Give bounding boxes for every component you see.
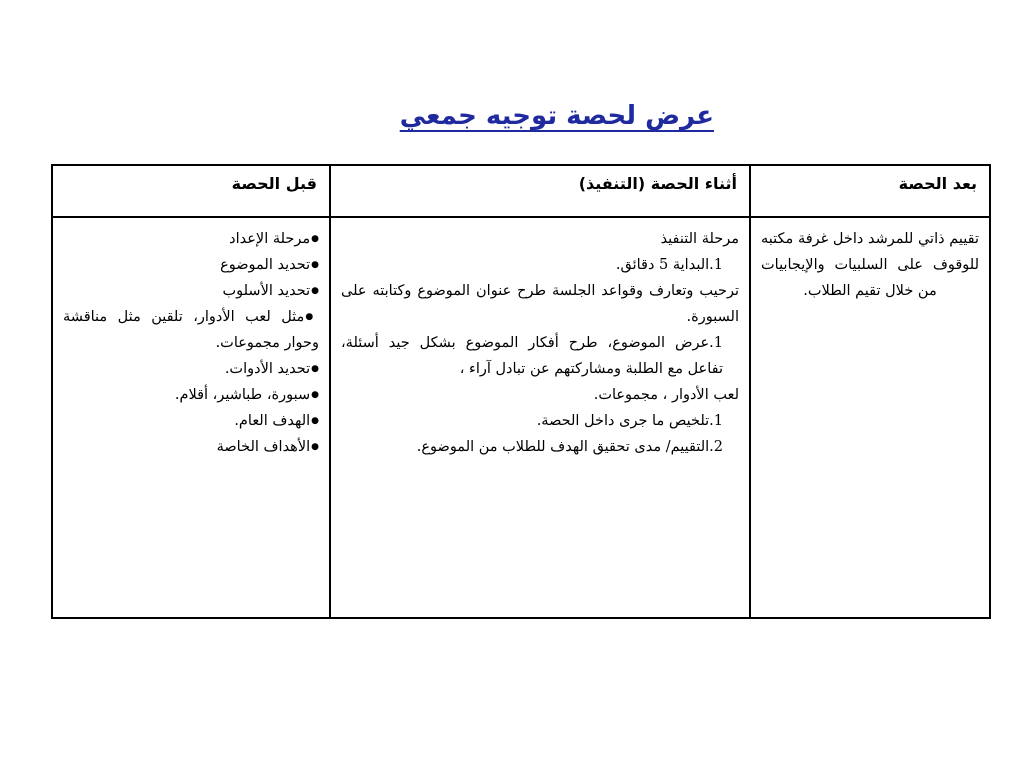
list-item: ● تحديد الموضوع: [63, 252, 319, 278]
list-item: ● مثل لعب الأدوار، تلقين مثل مناقشة وحوار مجموعات.: [63, 304, 319, 356]
list-item: ● تحديد الأسلوب: [63, 278, 319, 304]
after-session-cell: [750, 217, 990, 618]
list-item: ● الأهداف الخاصة: [63, 434, 319, 460]
page-title: عرض لحصة توجيه جمعي: [399, 101, 714, 131]
list-item: ● مرحلة الإعداد: [63, 226, 319, 252]
table-header-row: [52, 165, 990, 217]
session-plan-table: [51, 164, 991, 619]
table-row: [52, 217, 990, 618]
before-session-cell: [52, 217, 330, 618]
execution-welcome: ترحيب وتعارف وقواعد الجلسة طرح عنوان الموضوع وكتابته على السبورة.: [341, 283, 739, 325]
execution-roles: لعب الأدوار ، مجموعات.: [593, 387, 739, 403]
header-after-session: بعد الحصة: [750, 165, 990, 217]
execution-summary: 1.تلخيص ما جرى داخل الحصة.: [536, 413, 723, 429]
list-item: ● تحديد الأدوات.: [63, 356, 319, 382]
after-session-text: تقييم ذاتي للمرشد داخل غرفة مكتبه للوقوف على السلبيات والإيجابيات من خلال تقيم الطلاب.: [761, 231, 979, 299]
list-item: ● سبورة، طباشير، أقلام.: [63, 382, 319, 408]
header-before-session: قبل الحصة: [52, 165, 330, 217]
execution-present: 1.عرض الموضوع، طرح أفكار الموضوع بشكل جيد أسئلة، تفاعل مع الطلبة ومشاركتهم عن تبادل آراء ،: [341, 335, 723, 377]
during-session-cell: [330, 217, 750, 618]
header-during-session: أثناء الحصة (التنفيذ): [330, 165, 750, 217]
execution-heading: مرحلة التنفيذ: [660, 231, 739, 247]
list-item: ● الهدف العام.: [63, 408, 319, 434]
execution-evaluation: 2.التقييم/ مدى تحقيق الهدف للطلاب من الموضوع.: [416, 439, 723, 455]
execution-start: 1.البداية 5 دقائق.: [615, 257, 723, 273]
